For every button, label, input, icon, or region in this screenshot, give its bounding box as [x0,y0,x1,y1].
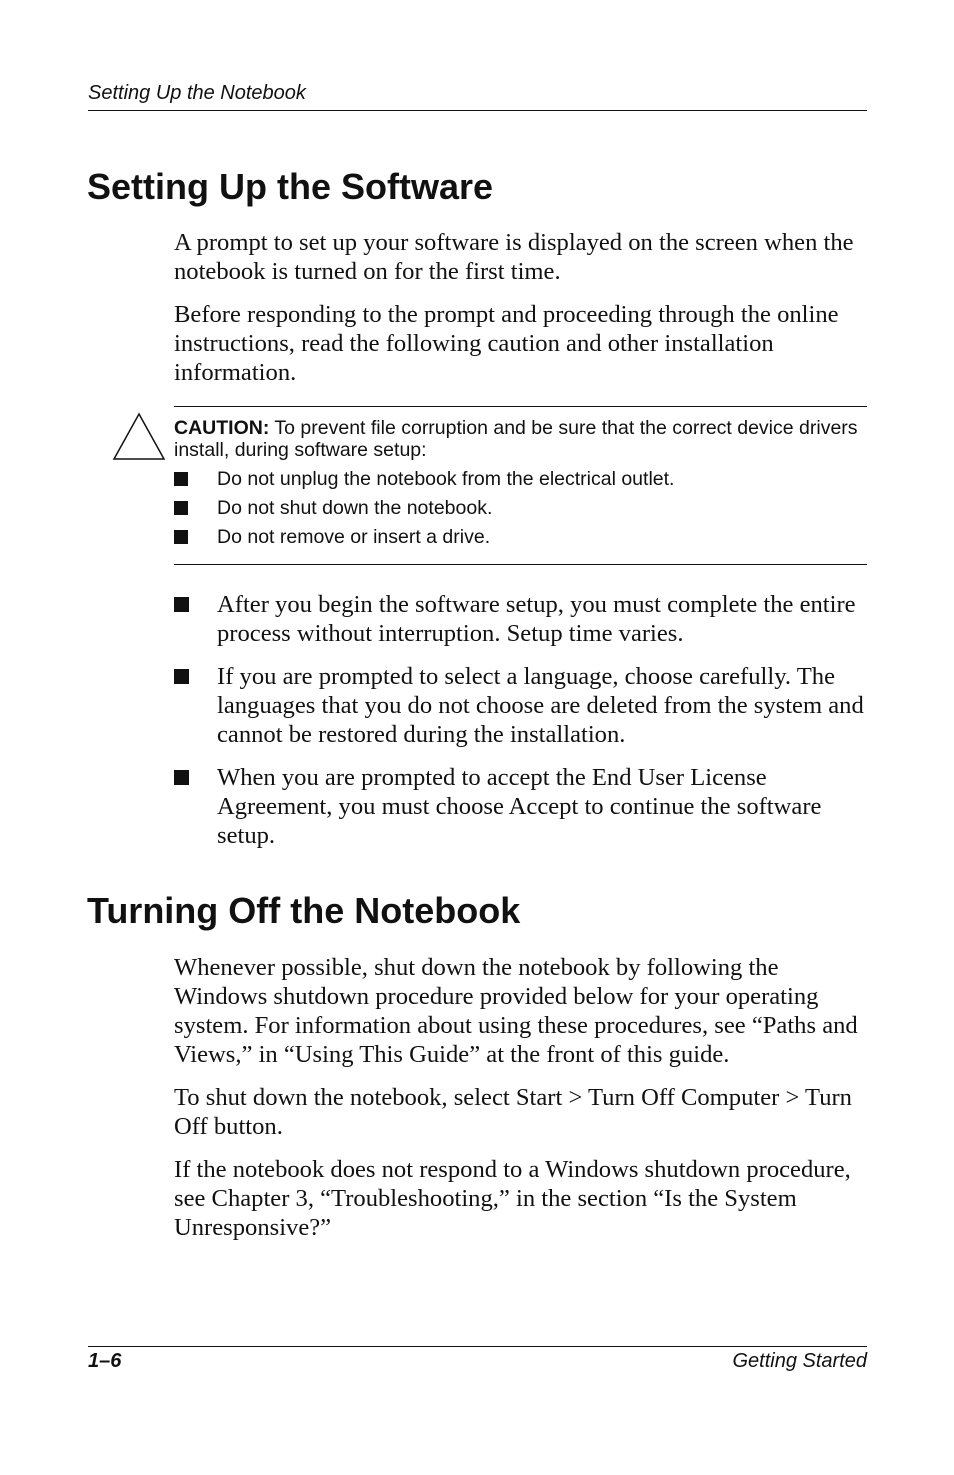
caution-item-label: Do not shut down the notebook. [217,497,493,519]
caution-label: CAUTION: [174,417,270,439]
header-rule [88,110,867,111]
bullet-square [174,530,188,544]
caution-triangle-icon [112,412,166,462]
caution-item-label: Do not remove or insert a drive. [217,526,491,548]
bullet-text: When you are prompted to accept the End User License Agreement, you must choose Accept to continue the software setup. [217,764,822,849]
caution-top-rule [174,406,867,407]
bullet-text: If you are prompted to select a language, choose carefully. The languages that you do not choose are deleted from the system and cannot be restored during the installation. [217,663,864,748]
bullet-square [174,669,189,684]
page-number: 1–6 [88,1350,122,1372]
paragraph: A prompt to set up your software is displayed on the screen when the notebook is turned on for the first time. [174,229,854,285]
book-title: Getting Started [732,1350,867,1372]
footer-rule [88,1346,867,1347]
caution-text [174,417,867,461]
bullet-square [174,501,188,515]
paragraph: Before responding to the prompt and proceeding through the online instructions, read the following caution and other installation information. [174,301,839,386]
caution-body: To prevent file corruption and be sure that the correct device drivers install, during software setup: [174,417,858,461]
section-title-setting-up-software: Setting Up the Software [87,166,494,207]
bullet-square [174,597,189,612]
running-header: Setting Up the Notebook [88,82,306,104]
paragraph: If the notebook does not respond to a Windows shutdown procedure, see Chapter 3, “Troubleshooting,” in the section “Is the System Unresponsive?” [174,1156,851,1241]
bullet-square [174,770,189,785]
caution-item-label: Do not unplug the notebook from the electrical outlet. [217,468,675,490]
caution-bottom-rule [174,564,867,565]
bullet-square [174,472,188,486]
section-title-turning-off: Turning Off the Notebook [87,890,521,931]
paragraph: Whenever possible, shut down the notebook by following the Windows shutdown procedure provided below for your operating system. For information about using these procedures, see “Paths and Views,” in “Using This Guide” at the front of this guide. [174,954,858,1068]
paragraph: To shut down the notebook, select Start > Turn Off Computer > Turn Off button. [174,1084,852,1140]
bullet-text: After you begin the software setup, you must complete the entire process without interruption. Setup time varies. [217,591,856,647]
